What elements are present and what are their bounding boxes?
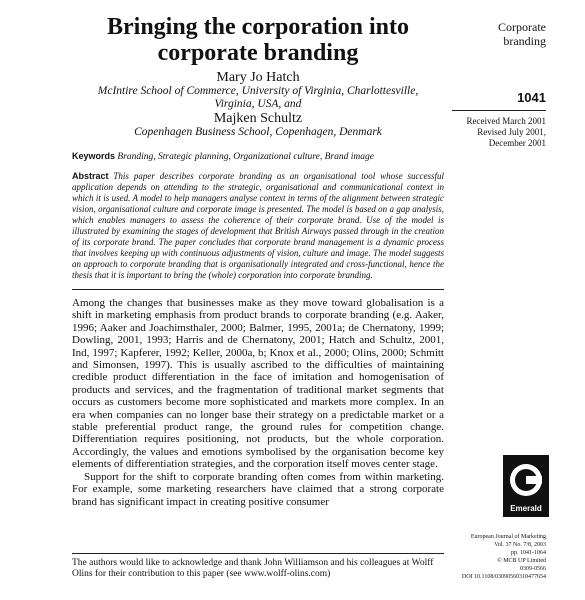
page-number: 1041	[517, 90, 546, 105]
abstract	[72, 171, 444, 281]
keywords-text: Branding, Strategic planning, Organizational culture, Brand image	[117, 152, 374, 162]
journal-doi: DOI 10.1108/03090560310477654	[461, 574, 546, 580]
section-divider	[72, 289, 444, 290]
affiliation-1	[72, 85, 444, 111]
section-title-line-2: branding	[503, 34, 546, 48]
title-line-2: corporate branding	[157, 40, 359, 66]
affiliation-1-line-2: Virginia, USA, and	[214, 98, 302, 110]
keywords-label: Keywords	[72, 151, 116, 161]
sidebar-divider	[452, 110, 546, 111]
affiliation-2: Copenhagen Business School, Copenhagen, Denmark	[134, 126, 382, 138]
acknowledgement-footnote: The authors would like to acknowledge and thank John Williamson and his colleagues at Wolff Olins for their contribution to this paper (see www.wolff-olins.com)	[72, 553, 444, 580]
author-1: Mary Jo Hatch	[216, 70, 300, 85]
article-dates	[452, 116, 546, 149]
journal-issn: 0309-0566	[520, 566, 546, 572]
revised-date-2: December 2001	[488, 138, 546, 148]
section-title	[452, 20, 546, 48]
body-paragraph-2: Support for the shift to corporate branding often comes from within marketing. For example, some marketing researchers have claimed that a strong corporate brand has significant impact in creating positive consumer	[72, 470, 444, 508]
article-main	[72, 14, 444, 508]
article-title	[72, 14, 444, 66]
journal-name: European Journal of Marketing	[470, 534, 546, 540]
keywords	[72, 151, 444, 163]
abstract-text: This paper describes corporate branding as an organisational tool whose successful application depends on attending to the strategic, organisational and communicational context in which it is used. A model to help managers analyse context in terms of the alignment between strategic vision, organisational culture and corporate image is presented. The model is based on a gap analysis, which enables managers to assess the coherence of their corporate brand. Use of the model is illustrated by examining the stages of development that British Airways passed through in the creation of its corporate brand. The paper concludes that corporate brand management is a dynamic process that involves keeping up with continuous adjustments of vision, culture and image. The model suggests an approach to corporate branding that is organisationally integrated and cross-functional, hence the thesis that it is important to bring the (whole) corporation into corporate branding.	[72, 171, 445, 280]
abstract-label: Abstract	[72, 171, 109, 181]
emerald-logo-icon	[503, 455, 549, 517]
article-body	[72, 297, 444, 508]
body-paragraph-1: Among the changes that businesses make as they move toward globalisation is a shift in marketing emphasis from product brands to corporate branding (e.g. Aaker, 1996; Aaker and Joachimsthaler, 2000; Balmer, 1995, 2001a; de Chernatony, 1999; Dowling, 2001, 1993; Harris and de Chernatony, 2001; Hatch and Schultz, 2001, Ind, 1997; Kapferer, 1992; Keller, 2000a, b; Knox et al., 2000; Olins, 2000; Schmitt and Simonsen, 1997). This is usually ascribed to the difficulties of maintaining credible product differentiation in the face of imitation and homogenisation of products and services, and the fragmentation of traditional market segments that occurs as customers become more sophisticated and markets more complex. In an era when companies can no longer base their strategy on a predictable market or a stable preferential product range, the ground rules for competition change. Differentiation requires positioning, not products, but the whole corporation. Accordingly, the values and emotions symbolised by the organisation become key elements of differentiation strategies, and the corporation itself moves center stage.	[72, 297, 444, 471]
journal-copyright: © MCB UP Limited	[497, 558, 546, 564]
author-2: Majken Schultz	[213, 111, 303, 126]
title-line-1: Bringing the corporation into	[106, 14, 409, 40]
journal-pages: pp. 1041-1064	[511, 550, 546, 556]
affiliation-1-line-1: McIntire School of Commerce, University of Virginia, Charlottesville,	[97, 85, 419, 97]
journal-volume: Vol. 37 No. 7/8, 2003	[494, 542, 546, 548]
journal-info	[452, 533, 546, 581]
received-date: Received March 2001	[466, 116, 546, 126]
section-title-line-1: Corporate	[498, 20, 546, 34]
emerald-logo-text: Emerald	[510, 504, 542, 513]
revised-date: Revised July 2001,	[477, 127, 546, 137]
